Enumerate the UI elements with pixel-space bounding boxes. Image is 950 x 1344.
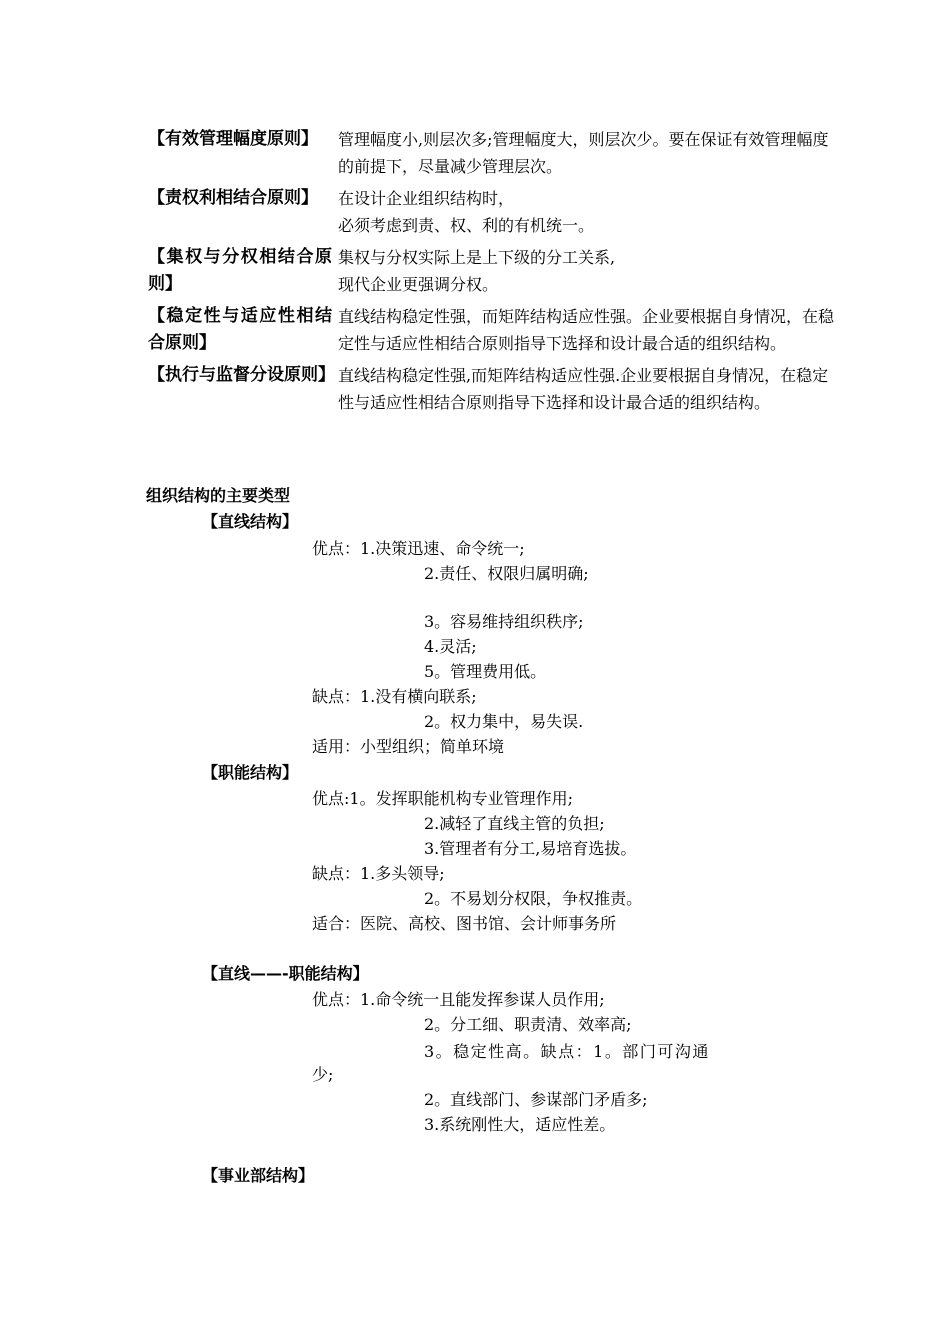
principle-desc: 直线结构稳定性强，而矩阵结构适应性强。企业要根据自身情况，在稳定性与适应性相结合原则指导下选择和设计最合适的组织结构。 — [338, 307, 835, 353]
list-item: 优点:1。发挥职能机构专业管理作用; — [312, 789, 573, 808]
principle-term: 【执行与监督分设原则】 — [148, 365, 335, 385]
principle-desc: 直线结构稳定性强,而矩阵结构适应性强.企业要根据自身情况，在稳定性与适应性相结合原则指导下选择和设计最合适的组织结构。 — [338, 366, 829, 412]
line-functional-structure-heading: 【直线——-职能结构】 — [202, 964, 369, 983]
list-item: 适合：医院、高校、图书馆、会计师事务所 — [312, 914, 617, 933]
list-item: 2.减轻了直线主管的负担; — [424, 814, 605, 833]
list-item: 3。稳定性高。缺点：1。部门可沟通 — [424, 1042, 710, 1061]
division-structure-heading: 【事业部结构】 — [202, 1166, 315, 1185]
types-section-title: 组织结构的主要类型 — [146, 486, 291, 505]
list-item: 3.管理者有分工,易培育选拔。 — [424, 839, 637, 858]
principle-term: 【稳定性与适应性相结合原则】 — [148, 306, 332, 353]
principle-term: 【集权与分权相结合原则】 — [148, 247, 332, 294]
list-item: 5。管理费用低。 — [424, 662, 547, 681]
list-item: 3.系统刚性大，适应性差。 — [424, 1115, 616, 1134]
principle-term: 【责权利相结合原则】 — [148, 188, 318, 208]
principle-row — [148, 244, 838, 298]
list-item: 2.责任、权限归属明确; — [424, 564, 589, 583]
list-item: 2。权力集中，易失误. — [424, 712, 584, 731]
line-structure-heading: 【直线结构】 — [202, 512, 299, 531]
list-item: 优点：1.决策迅速、命令统一; — [312, 539, 525, 558]
principle-row — [148, 303, 838, 357]
list-item: 4.灵活; — [424, 637, 477, 656]
list-item: 优点：1.命令统一且能发挥参谋人员作用; — [312, 990, 605, 1009]
principles-table — [148, 126, 838, 421]
list-item: 缺点：1.没有横向联系; — [312, 687, 477, 706]
list-item: 2。不易划分权限，争权推责。 — [424, 889, 643, 908]
principle-row — [148, 185, 838, 239]
principle-desc: 管理幅度小,则层次多;管理幅度大，则层次少。要在保证有效管理幅度的前提下，尽量减少管理层次。 — [338, 130, 829, 176]
principle-desc: 在设计企业组织结构时， 必须考虑到责、权、利的有机统一。 — [338, 189, 595, 235]
list-item: 3。容易维持组织秩序; — [424, 612, 584, 631]
list-item: 缺点：1.多头领导; — [312, 864, 445, 883]
list-item: 适用：小型组织；简单环境 — [312, 737, 505, 756]
principle-row — [148, 126, 838, 180]
list-item: 少; — [312, 1065, 334, 1084]
list-item: 2。分工细、职责清、效率高; — [424, 1015, 632, 1034]
principle-term: 【有效管理幅度原则】 — [148, 129, 318, 149]
principle-desc: 集权与分权实际上是上下级的分工关系, 现代企业更强调分权。 — [338, 248, 616, 294]
principle-row — [148, 362, 838, 416]
functional-structure-heading: 【职能结构】 — [202, 763, 299, 782]
list-item: 2。直线部门、参谋部门矛盾多; — [424, 1090, 648, 1109]
